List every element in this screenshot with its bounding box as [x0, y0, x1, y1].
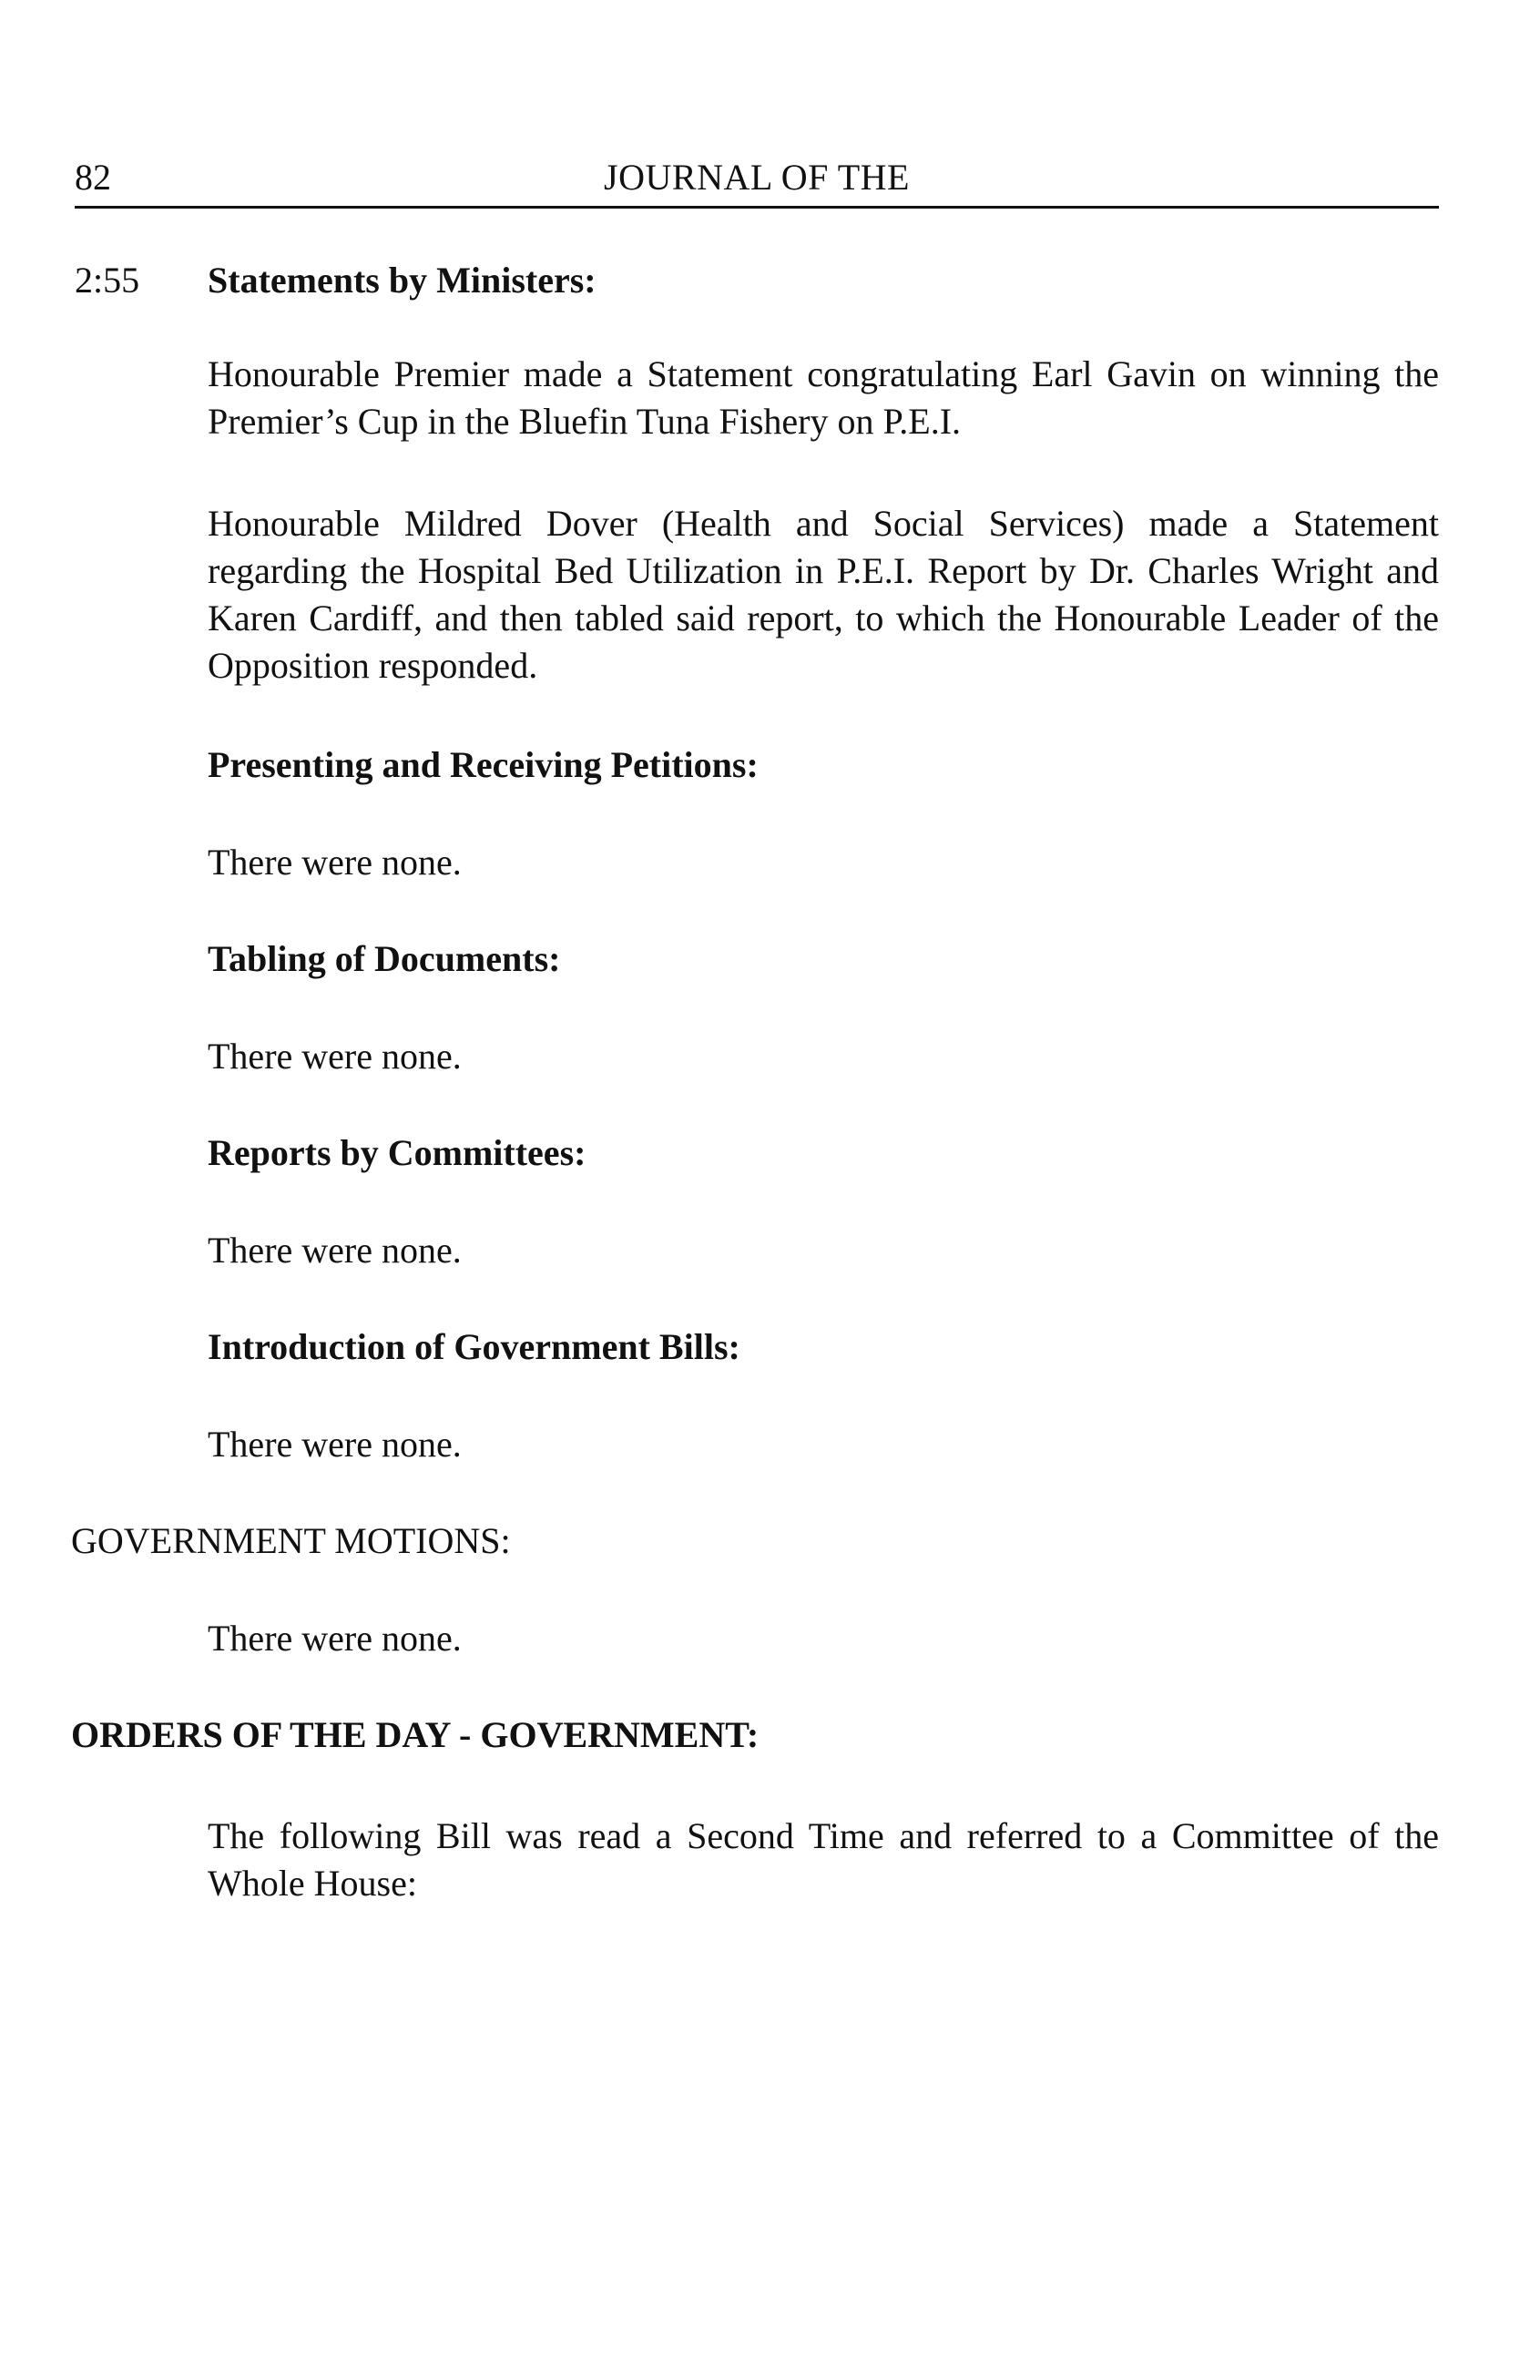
government-motions-text: There were none. — [208, 1618, 462, 1659]
statements-heading: Statements by Ministers: — [208, 260, 597, 301]
journal-title: JOURNAL OF THE — [604, 157, 910, 198]
committees-heading: Reports by Committees: — [208, 1132, 586, 1173]
government-bills-heading: Introduction of Government Bills: — [208, 1326, 740, 1367]
statement-paragraph-dover: Honourable Mildred Dover (Health and Social Services) made a Statement regarding the Hospital Bed Utilization in P.E.I. Report by Dr. Charles Wright and Karen Cardiff, and then tabled said report, to which the Honourable Leader of the Opposition responded. — [208, 503, 1439, 686]
orders-of-the-day-text: The following Bill was read a Second Time and referred to a Committee of the Whole House: — [208, 1815, 1439, 1904]
entry-time: 2:55 — [75, 260, 140, 301]
statement-paragraph-premier: Honourable Premier made a Statement congratulating Earl Gavin on winning the Premier’s Cup in the Bluefin Tuna Fishery on P.E.I. — [208, 353, 1439, 442]
committees-text: There were none. — [208, 1230, 462, 1271]
petitions-text: There were none. — [208, 842, 462, 883]
government-motions-heading: GOVERNMENT MOTIONS: — [71, 1520, 511, 1561]
tabling-heading: Tabling of Documents: — [208, 938, 561, 979]
running-header — [75, 155, 1439, 209]
petitions-heading: Presenting and Receiving Petitions: — [208, 744, 759, 785]
government-bills-text: There were none. — [208, 1424, 462, 1465]
page-number: 82 — [75, 157, 111, 198]
tabling-text: There were none. — [208, 1036, 462, 1077]
orders-of-the-day-heading: ORDERS OF THE DAY - GOVERNMENT: — [71, 1714, 760, 1755]
